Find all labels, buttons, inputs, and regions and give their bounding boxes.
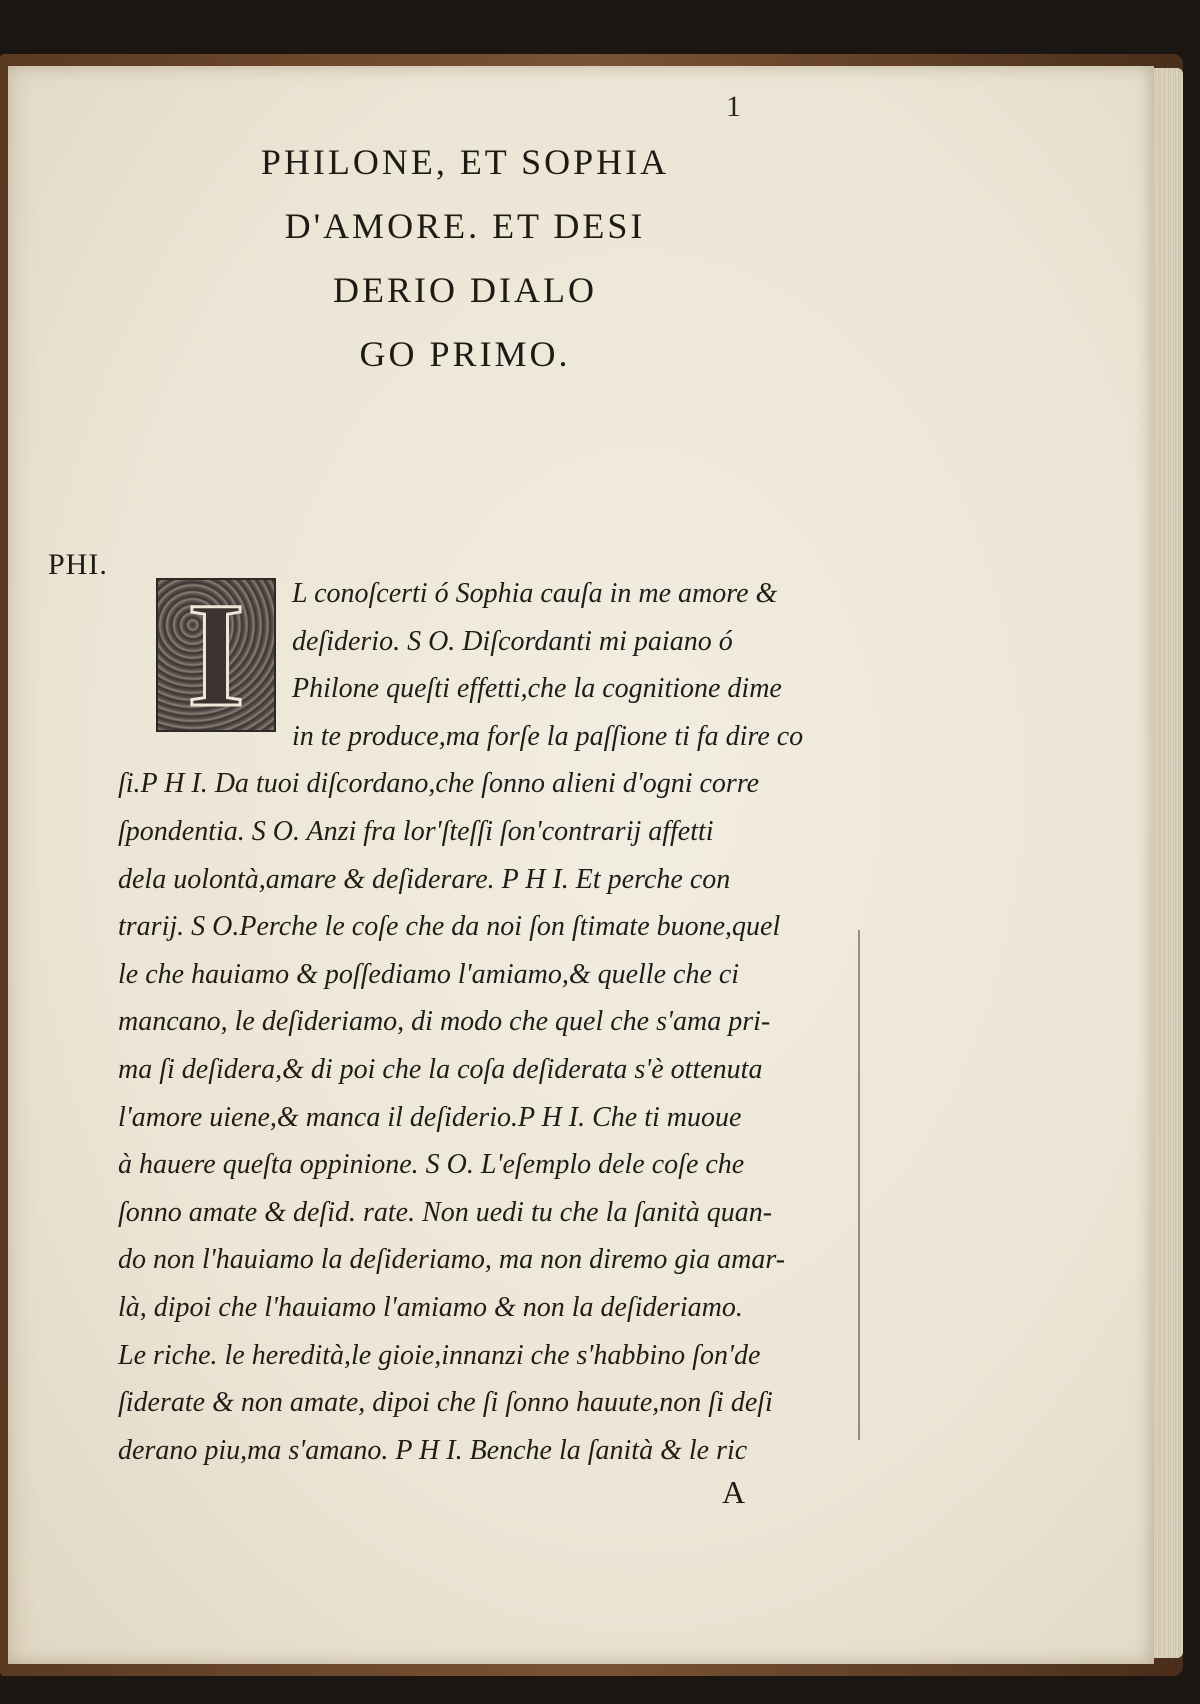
text-line: dela uolontà,amare & deſiderare. P H I. Et perche con [118, 863, 731, 895]
title-line: DERIO DIALO [333, 270, 597, 310]
title-line: GO PRIMO. [359, 334, 571, 374]
folio-number: 1 [726, 90, 741, 123]
body-text [118, 570, 858, 1474]
text-line: Philone queſti effetti,che la cognitione dime [292, 673, 782, 705]
text-line: ſpondentia. S O. Anzi fra lor'ſteſſi ſon'contrarij affetti [118, 815, 714, 847]
margin-annotation-bracket [846, 930, 860, 1440]
text-line: ſi.P H I. Da tuoi diſcordano,che ſonno alieni d'ogni corre [118, 768, 760, 800]
title-line: D'AMORE. ET DESI [284, 206, 646, 246]
text-line: Le riche. le heredità,le gioie,innanzi che s'habbino ſon'de [118, 1339, 761, 1371]
text-line: mancano, le deſideriamo, di modo che quel che s'ama pri- [118, 1006, 771, 1038]
text-line: là, dipoi che l'hauiamo l'amiamo & non la deſideriamo. [118, 1291, 743, 1323]
text-line: le che hauiamo & poſſediamo l'amiamo,& quelle che ci [118, 958, 740, 990]
page-title [160, 130, 770, 386]
text-line: l'amore uiene,& manca il deſiderio.P H I. Che ti muoue [118, 1101, 742, 1133]
initial-letter: I [186, 578, 246, 732]
text-line: ma ſi deſidera,& di poi che la coſa deſiderata s'è ottenuta [118, 1053, 763, 1085]
signature-mark: A [722, 1474, 746, 1510]
text-line: L conoſcerti ó Sophia cauſa in me amore & [292, 578, 778, 609]
text-line: in te produce,ma forſe la paſſione ti fa dire co [292, 720, 804, 752]
text-line: deſiderio. S O. Diſcordanti mi paiano ó [292, 625, 733, 657]
text-line: ſonno amate & deſid. rate. Non uedi tu che la ſanità quan- [118, 1196, 773, 1228]
page-edges [1149, 68, 1183, 1658]
text-line: derano piu,ma s'amano. P H I. Benche la ſanità & le ric [118, 1434, 748, 1466]
text-line: ſiderate & non amate, dipoi che ſi ſonno hauute,non ſi deſi [118, 1387, 773, 1419]
text-line: trarij. S O.Perche le coſe che da noi ſon ſtimate buone,quel [118, 911, 781, 943]
text-line: à hauere queſta oppinione. S O. L'eſemplo dele coſe che [118, 1149, 745, 1181]
speaker-label: PHI. [48, 548, 108, 581]
title-line: PHILONE, ET SOPHIA [260, 142, 670, 182]
text-line: do non l'hauiamo la deſideriamo, ma non diremo gia amar- [118, 1244, 786, 1276]
